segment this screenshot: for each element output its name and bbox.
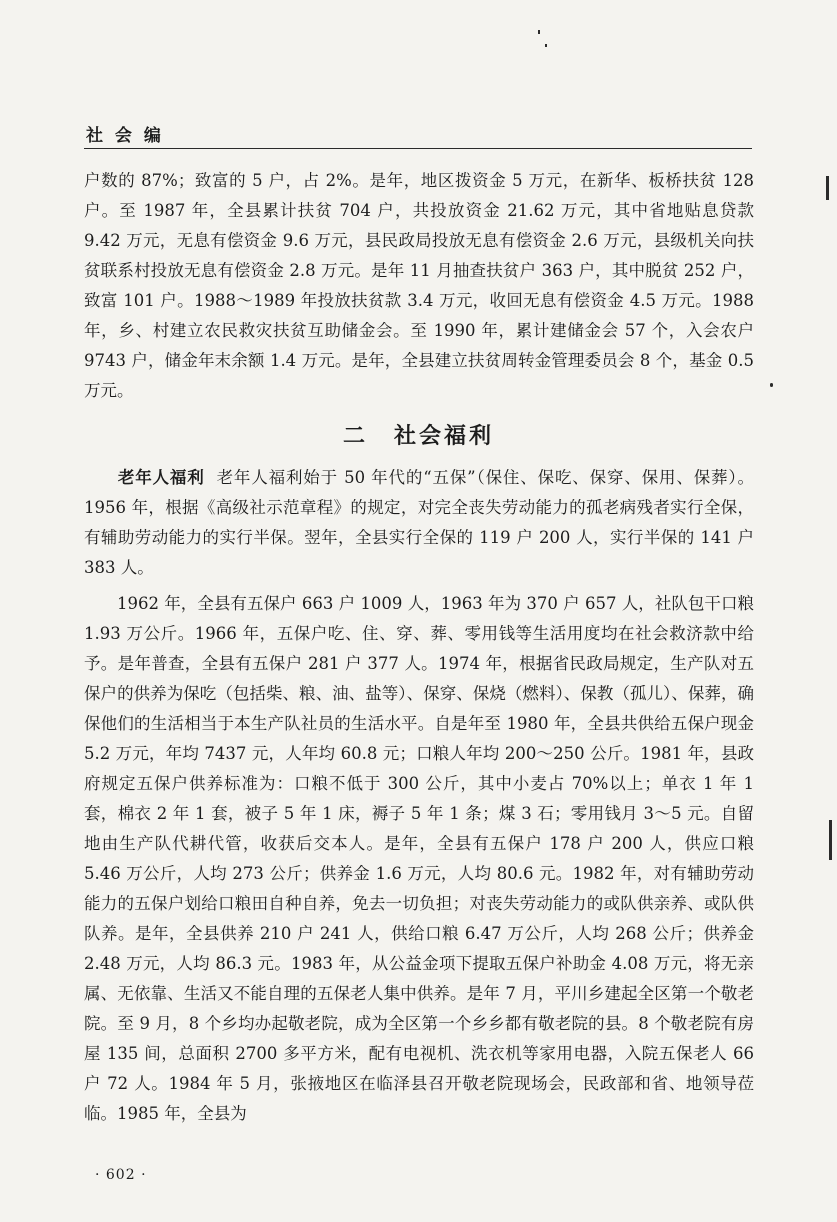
paragraph-poverty-relief	[84, 166, 754, 406]
page-number: · 602 ·	[95, 1167, 147, 1183]
section-heading	[0, 419, 837, 450]
header-rule	[84, 148, 752, 149]
scan-artifact	[545, 44, 547, 47]
paragraph-five-guarantees-history	[84, 589, 754, 1129]
section-title: 社会福利	[394, 423, 495, 449]
scan-artifact	[829, 820, 832, 860]
paragraph-text: 1962 年，全县有五保户 663 户 1009 人，1963 年为 370 户 657 人，社队包干口粮 1.93 万公斤。1966 年，五保户吃、住、穿、葬、零用钱等生活用度均在社会救济款中给予。是年普查，全县有五保户 281 户 377 人。1974 年，根据省民政局规定，生产队对五保户的供养为保吃（包括柴、粮、油、盐等）、保穿、保烧（燃料）、保教（孤儿）、保葬，确保他们的生活相当于本生产队社员的生活水平。自是年至 1980 年，全县共供给五保户现金 5.2 万元，年均 7437 元，人年均 60.8 元；口粮人年均 200～250 公斤。1981 年，县政府规定五保户供养标准为：口粮不低于 300 公斤，其中小麦占 70%以上；单衣 1 年 1 套，棉衣 2 年 1 套，被子 5 年 1 床，褥子 5 年 1 条；煤 3 石；零用钱月 3～5 元。自留地由生产队代耕代管，收获后交本人。是年，全县有五保户 178 户 200 人，供应口粮 5.46 万公斤，人均 273 公斤；供养金 1.6 万元，人均 80.6 元。1982 年，对有辅助劳动能力的五保户划给口粮田自种自养，免去一切负担；对丧失劳动能力的或队供亲养、或队供队养。是年，全县供养 210 户 241 人，供给口粮 6.47 万公斤，人均 268 公斤；供养金 2.48 万元，人均 86.3 元。1983 年，从公益金项下提取五保户补助金 4.08 万元，将无亲属、无依靠、生活又不能自理的五保老人集中供养。是年 7 月，平川乡建起全区第一个敬老院。至 9 月，8 个乡均办起敬老院，成为全区第一个乡乡都有敬老院的县。8 个敬老院有房屋 135 间，总面积 2700 多平方米，配有电视机、洗衣机等家用电器，入院五保老人 66 户 72 人。1984 年 5 月，张掖地区在临泽县召开敬老院现场会，民政部和省、地领导莅临。1985 年，全县为	[84, 594, 754, 1123]
scan-artifact	[826, 176, 829, 200]
paragraph-elderly-welfare	[84, 463, 754, 583]
run-in-heading: 老年人福利	[117, 468, 205, 487]
paragraph-text: 老年人福利始于 50 年代的“五保”（保住、保吃、保穿、保用、保葬）。1956 年，根据《高级社示范章程》的规定，对完全丧失劳动能力的孤老病残者实行全保，有辅助劳动能力的实行半保。翌年，全县实行全保的 119 户 200 人，实行半保的 141 户 383 人。	[84, 468, 754, 577]
running-header: 社 会 编	[86, 126, 164, 146]
scan-artifact	[538, 30, 540, 34]
paragraph-text: 户数的 87%；致富的 5 户，占 2%。是年，地区拨资金 5 万元，在新华、板桥扶贫 128 户。至 1987 年，全县累计扶贫 704 户，共投放资金 21.62 万元，其中省地贴息贷款 9.42 万元，无息有偿资金 9.6 万元，县民政局投放无息有偿资金 2.6 万元，县级机关向扶贫联系村投放无息有偿资金 2.8 万元。是年 11 月抽查扶贫户 363 户，其中脱贫 252 户，致富 101 户。1988～1989 年投放扶贫款 3.4 万元，收回无息有偿资金 4.5 万元。1988 年，乡、村建立农民救灾扶贫互助储金会。至 1990 年，累计建储金会 57 个，入会农户 9743 户，储金年末余额 1.4 万元。是年，全县建立扶贫周转金管理委员会 8 个，基金 0.5 万元。	[84, 171, 754, 400]
section-number: 二	[342, 423, 368, 449]
scan-artifact	[770, 383, 773, 387]
